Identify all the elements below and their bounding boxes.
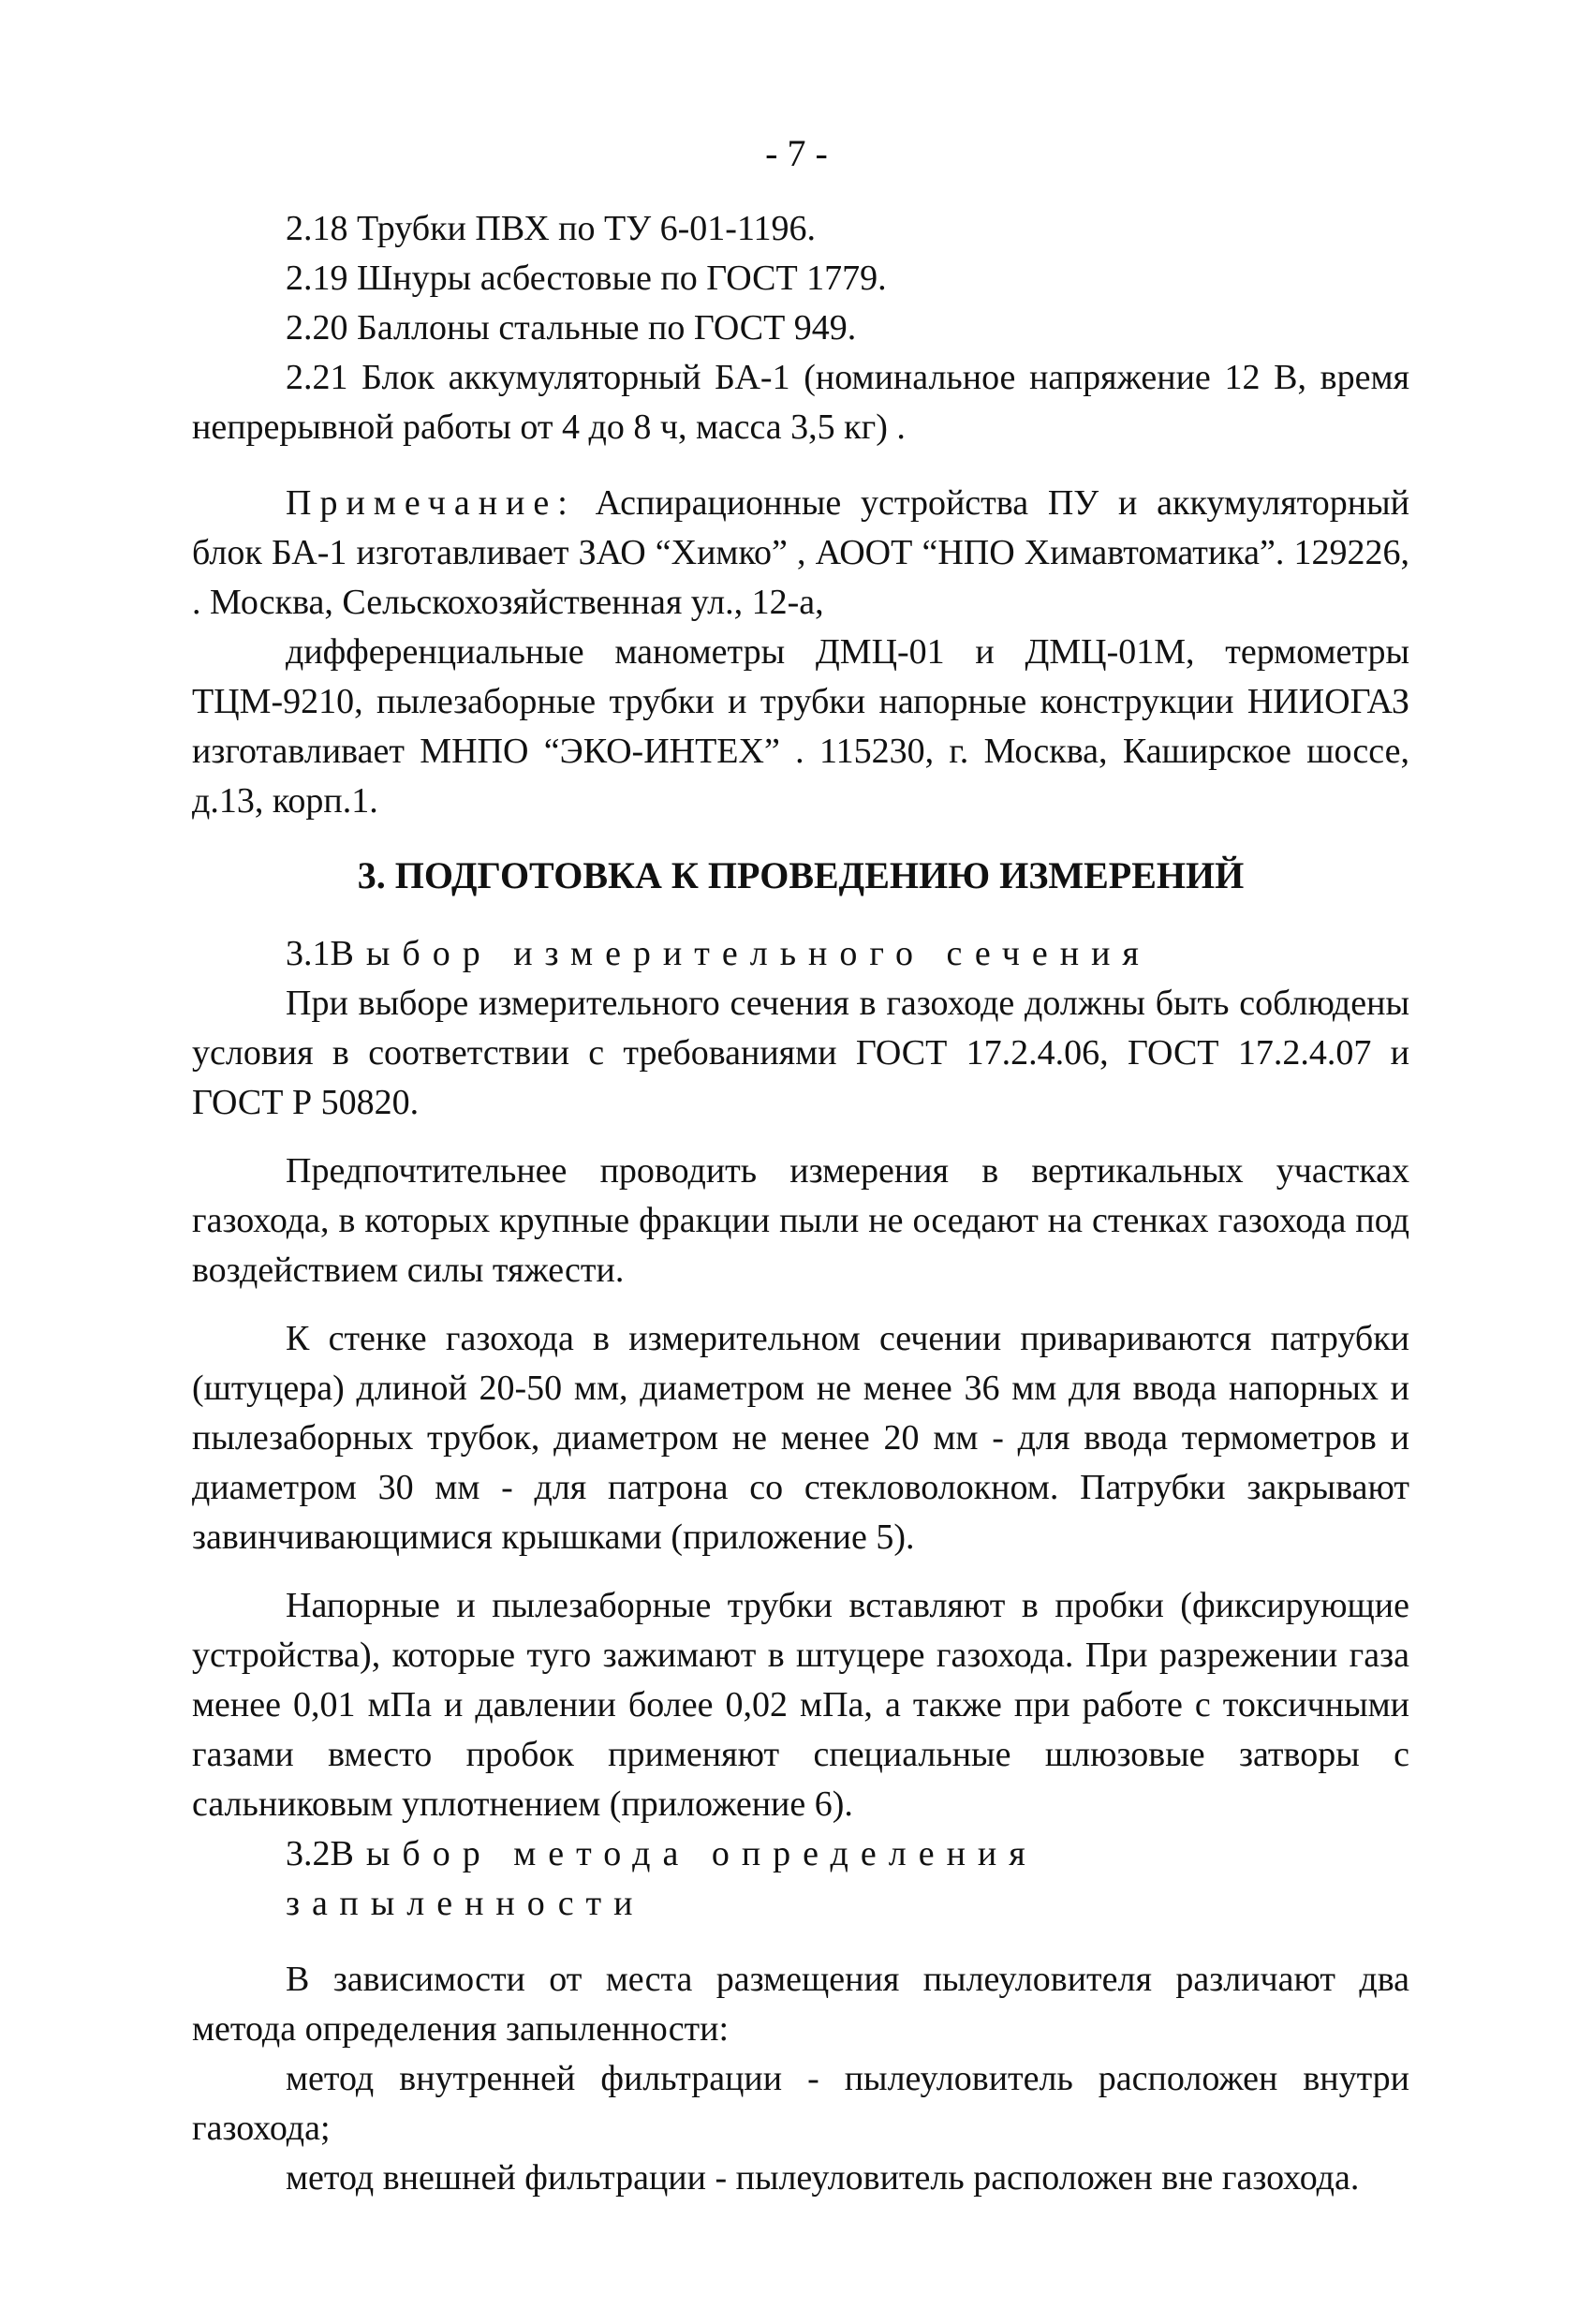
subsection-3-1-heading [192, 929, 1409, 979]
paragraph-3-2-3: метод внешней фильтрации - пылеуловитель расположен вне газохода. [286, 2158, 1360, 2198]
list-item-2-19: 2.19 Шнуры асбестовые по ГОСТ 1779. [286, 259, 887, 298]
paragraph-3-1-4: Напорные и пылезаборные трубки вставляют в пробки (фиксирующие устройства), которые туго зажимают в штуцере газохода. При разрежении газа менее 0,01 мПа и давлении более 0,02 мПа, а также при работе с токсичными газами вместо пробок применяют специальные шлюзовые затворы с сальниковым уплотнением (приложение 6). [192, 1586, 1409, 1824]
paragraph-3-2-2: метод внутренней фильтрации - пылеуловитель расположен внутри газохода; [192, 2059, 1409, 2148]
subsection-3-2-title: Выбор метода определения запыленности [286, 1834, 1038, 1923]
note-text-2: дифференциальные манометры ДМЦ-01 и ДМЦ-01М, термометры ТЦМ-9210, пылезаборные трубки и трубки напорные конструкции НИИОГАЗ изготавливает МНПО “ЭКО-ИНТЕХ” . 115230, г. Москва, Каширское шоссе, д.13, корп.1. [192, 632, 1409, 821]
list-item-2-18: 2.18 Трубки ПВХ по ТУ 6-01-1196. [286, 209, 817, 248]
subsection-3-2-number: 3.2 [286, 1834, 331, 1873]
paragraph-3-1-3: К стенке газохода в измерительном сечении привариваются патрубки (штуцера) длиной 20-50 мм, диаметром не менее 36 мм для ввода напорных и пылезаборных трубок, диаметром не менее 20 мм - для ввода термометров и диаметром 30 мм - для патрона со стекловолокном. Патрубки закрывают завинчивающимися крышками (приложение 5). [192, 1319, 1409, 1557]
list-item-2-21: 2.21 Блок аккумуляторный БА-1 (номинальное напряжение 12 В, время непрерывной работы от 4 до 8 ч, масса 3,5 кг) . [192, 358, 1409, 447]
paragraph-3-1-1: При выборе измерительного сечения в газоходе должны быть соблюдены условия в соответствии с требованиями ГОСТ 17.2.4.06, ГОСТ 17.2.4.07 и ГОСТ Р 50820. [192, 984, 1409, 1122]
subsection-3-1-number: 3.1 [286, 934, 331, 973]
subsection-3-1-title: Выбор измерительного сечения [330, 934, 1151, 973]
subsection-3-2-heading [192, 1829, 1409, 1929]
note-paragraph [192, 479, 1409, 628]
page-number: - 7 - [765, 132, 828, 174]
section-3-heading: 3. ПОДГОТОВКА К ПРОВЕДЕНИЮ ИЗМЕРЕНИЙ [357, 854, 1245, 896]
paragraph-3-2-1: В зависимости от места размещения пылеуловителя различают два метода определения запыленности: [192, 1960, 1409, 2049]
page-content [192, 204, 1409, 2203]
paragraph-3-1-2: Предпочтительнее проводить измерения в вертикальных участках газохода, в которых крупные фракции пыли не оседают на стенках газохода под воздействием силы тяжести. [192, 1151, 1409, 1290]
note-text-1: Аспирационные устройства ПУ и аккумуляторный блок БА-1 изготавливает ЗАО “Химко” , АООТ “НПО Химавтоматика”. 129226, . Москва, Сельскохозяйственная ул., 12-а, [192, 483, 1409, 622]
list-item-2-20: 2.20 Баллоны стальные по ГОСТ 949. [286, 308, 857, 348]
note-label: Примечание: [286, 483, 576, 523]
